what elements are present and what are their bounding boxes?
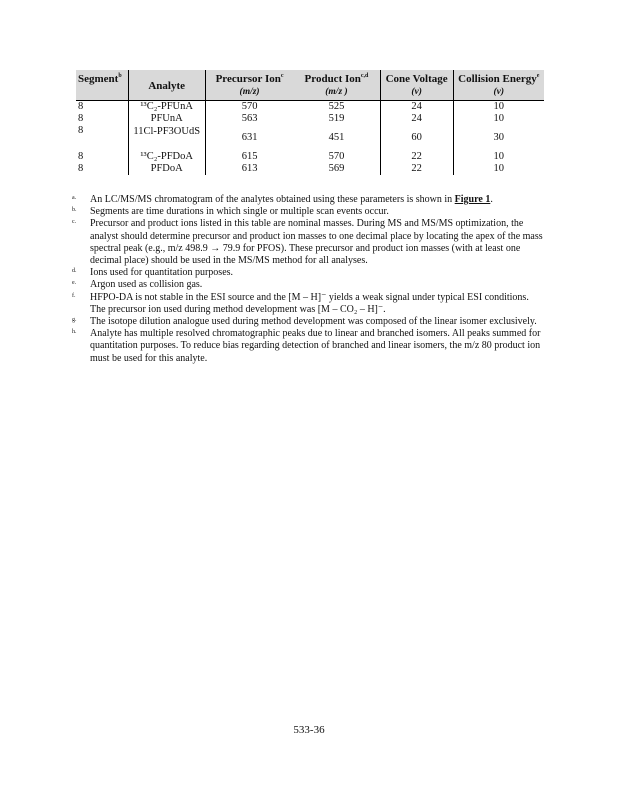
cell-collision: 10	[493, 113, 505, 124]
header-segment	[76, 70, 128, 101]
footnote-f	[72, 292, 546, 316]
header-product	[293, 70, 380, 101]
cell-segment: 8	[76, 101, 128, 114]
cell-precursor: 615	[241, 151, 258, 162]
cell-cone: 24	[380, 101, 453, 114]
header-precursor-unit: (m/z)	[239, 87, 260, 97]
footnote-mark: g.	[72, 317, 77, 324]
footnote-text: Analyte has multiple resolved chromatographic peaks due to linear and branched isomers. All peaks summed for quantitation purposes. To reduce bias regarding detection of branched and linear isomers, the m/z 80 product ion must be used for this analyte.	[90, 328, 541, 364]
header-segment-note: b	[118, 73, 122, 79]
table-row	[76, 113, 544, 125]
footnote-b	[72, 206, 546, 218]
footnote-h	[72, 328, 546, 365]
cell-product: 519	[293, 113, 380, 125]
cell-analyte: PFUnA	[128, 113, 205, 125]
footnote-c	[72, 218, 546, 267]
cell-collision: 10	[493, 163, 505, 174]
cell-precursor: 613	[241, 163, 258, 174]
table-footnotes	[72, 194, 546, 365]
cell-segment: 8	[76, 163, 128, 175]
footnote-text: Ions used for quantitation purposes.	[90, 267, 234, 279]
cell-segment: 8	[76, 151, 128, 163]
cell-collision: 10	[493, 151, 505, 162]
header-collision-label: Collision Energy	[458, 73, 537, 85]
cell-collision: 30	[493, 132, 505, 143]
footnote-text-end: .	[490, 194, 493, 205]
footnote-text: HFPO-DA is not stable in the ESI source and the [M – H]⁻ yields a weak signal under typical ESI conditions. The precursor ion used during method development was [M – CO₂ – H]⁻.	[90, 291, 529, 315]
cell-cone: 22	[380, 151, 453, 163]
table-row	[76, 151, 544, 163]
header-collision-energy	[453, 70, 544, 101]
header-segment-label: Segment	[78, 73, 119, 85]
cell-product: 525	[293, 101, 380, 114]
footnote-mark: h.	[72, 329, 77, 336]
cell-analyte: PFDoA	[128, 163, 205, 175]
footnote-mark: c.	[72, 219, 77, 226]
header-collision-note: e	[536, 73, 540, 79]
cell-segment: 8	[76, 125, 128, 151]
cell-cone: 60	[380, 125, 453, 151]
header-product-note: c,d	[360, 73, 369, 79]
cell-analyte: ¹³C₂-PFDoA	[128, 151, 205, 163]
footnote-text: Precursor and product ions listed in this table are nominal masses. During MS and MS/MS optimization, the analyst should determine precursor and product ion masses to one decimal place by locating the apex of the mass spectral peak (e.g., m/z 498.9 → 79.9 for PFOS). These precursor and product ion masses (with at least one decimal place) should be used in the MS/MS method for all analyses.	[90, 218, 543, 267]
footnote-mark: d.	[72, 268, 77, 275]
header-product-unit: (m/z )	[325, 87, 348, 97]
footnote-text: The isotope dilution analogue used during method development was composed of the linear isomer exclusively.	[90, 316, 537, 328]
footnote-text: Segments are time durations in which single or multiple scan events occur.	[90, 206, 389, 218]
table-row	[76, 163, 544, 175]
cell-cone: 22	[380, 163, 453, 175]
header-analyte	[128, 70, 205, 101]
header-precursor-note: c	[280, 73, 284, 79]
header-cone-voltage	[380, 70, 453, 101]
footnote-mark: b.	[72, 207, 77, 214]
cell-product: 569	[293, 163, 380, 175]
page-number: 533-36	[293, 724, 325, 736]
table-header-row	[76, 70, 544, 101]
ms-parameters-table-wrapper	[76, 70, 544, 175]
cell-analyte: 11Cl-PF3OUdS	[128, 125, 205, 151]
header-precursor-label: Precursor Ion	[215, 73, 281, 85]
ms-parameters-table	[76, 70, 544, 175]
cell-precursor: 570	[241, 101, 258, 112]
footnote-e	[72, 279, 546, 291]
cell-collision: 10	[493, 101, 505, 112]
cell-product: 570	[293, 151, 380, 163]
header-cone-label: Cone Voltage	[385, 73, 448, 85]
footnote-mark: e.	[72, 280, 77, 287]
header-analyte-label: Analyte	[148, 79, 186, 92]
footnote-text: Argon used as collision gas.	[90, 279, 203, 291]
header-cone-unit: (v)	[411, 87, 422, 97]
cell-precursor: 631	[241, 132, 258, 143]
cell-segment: 8	[76, 113, 128, 125]
cell-product: 451	[293, 125, 380, 151]
footnote-g	[72, 316, 546, 328]
header-precursor	[205, 70, 293, 101]
footnote-text: An LC/MS/MS chromatogram of the analytes obtained using these parameters is shown in	[90, 194, 455, 205]
cell-precursor: 563	[241, 113, 258, 124]
footnote-a	[72, 194, 546, 206]
footnote-mark: f.	[72, 292, 76, 299]
footnote-d	[72, 267, 546, 279]
header-collision-unit: (v)	[493, 87, 505, 97]
header-product-label: Product Ion	[304, 73, 361, 85]
table-row	[76, 125, 544, 151]
cell-cone: 24	[380, 113, 453, 125]
figure-link[interactable]: Figure 1	[454, 194, 491, 205]
footnote-mark: a.	[72, 195, 77, 201]
table-row	[76, 101, 544, 114]
cell-analyte: ¹³C₂-PFUnA	[128, 101, 205, 114]
